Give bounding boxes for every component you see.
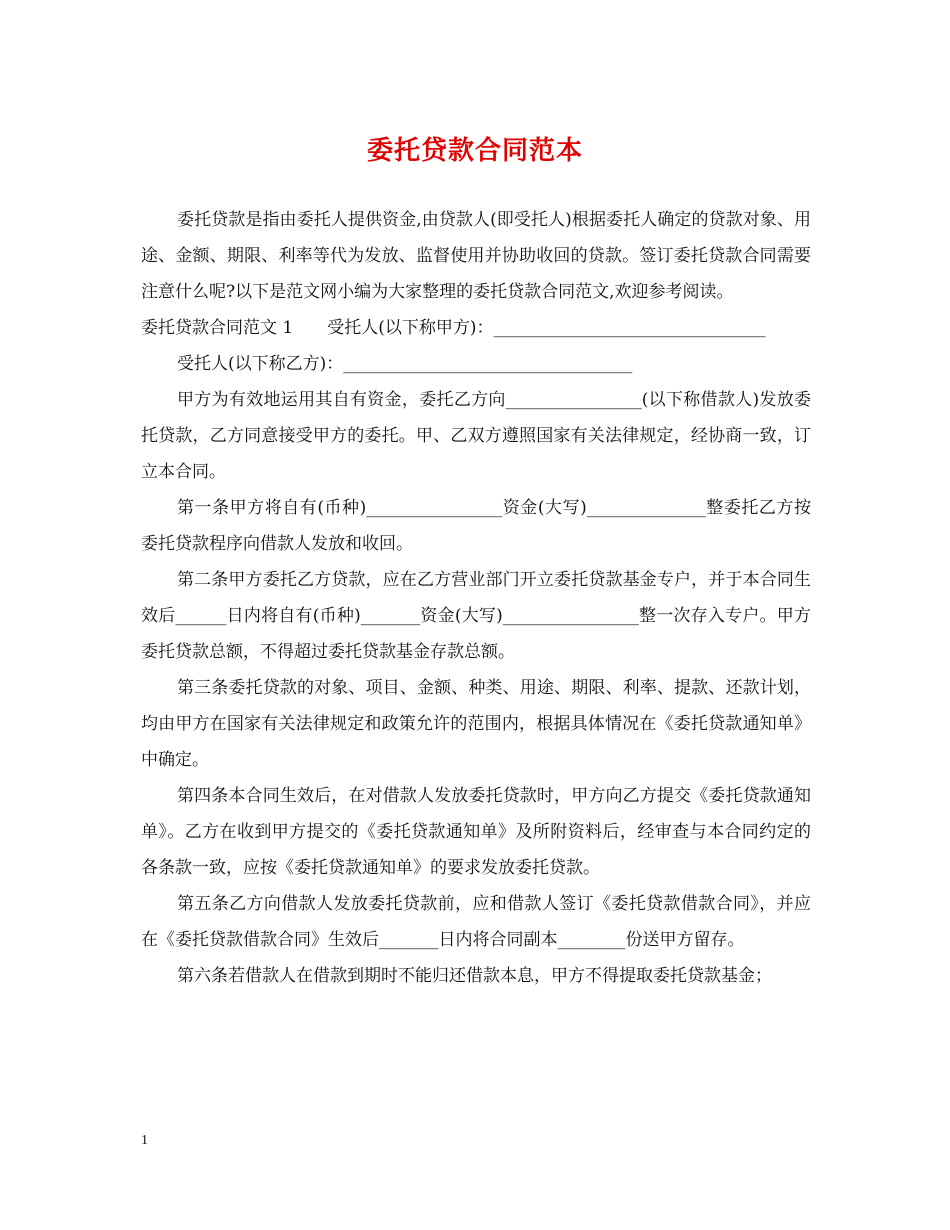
intro-paragraph: 委托贷款是指由委托人提供资金,由贷款人(即受托人)根据委托人确定的贷款对象、用途、金额、期限、利率等代为发放、监督使用并协助收回的贷款。签订委托贷款合同需要注意什么呢?以下是范文网小编为大家整理的委托贷款合同范文,欢迎参考阅读。 xyxy=(141,210,811,302)
document-title: 委托贷款合同范本 xyxy=(366,136,583,166)
article-6-paragraph: 第六条若借款人在借款到期时不能归还借款本息，甲方不得提取委托贷款基金； xyxy=(177,966,772,986)
article-2-paragraph: 第二条甲方委托乙方贷款，应在乙方营业部门开立委托贷款基金专户，并于本合同生效后______日内将自有(币种)_______资金(大写)________________整一次存入专户。甲方委托贷款总额，不得超过委托贷款基金存款总额。 xyxy=(141,570,811,662)
document-body xyxy=(141,202,811,994)
page-number: 1 xyxy=(141,1133,148,1148)
contract-heading-line: 委托贷款合同范文 1 受托人(以下称甲方)：________________________________ xyxy=(141,318,766,338)
article-1-paragraph: 第一条甲方将自有(币种)________________资金(大写)______________整委托乙方按委托贷款程序向借款人发放和收回。 xyxy=(141,498,811,554)
article-3-paragraph: 第三条委托贷款的对象、项目、金额、种类、用途、期限、利率、提款、还款计划，均由甲方在国家有关法律规定和政策允许的范围内，根据具体情况在《委托贷款通知单》中确定。 xyxy=(141,678,811,770)
article-5-paragraph: 第五条乙方向借款人发放委托贷款前，应和借款人签订《委托贷款借款合同》，并应在《委托贷款借款合同》生效后_______日内将合同副本________份送甲方留存。 xyxy=(141,894,811,950)
article-4-paragraph: 第四条本合同生效后，在对借款人发放委托贷款时，甲方向乙方提交《委托贷款通知单》。乙方在收到甲方提交的《委托贷款通知单》及所附资料后，经审查与本合同约定的各条款一致，应按《委托贷款通知单》的要求发放委托贷款。 xyxy=(141,786,811,878)
preamble-paragraph: 甲方为有效地运用其自有资金，委托乙方向________________(以下称借款人)发放委托贷款，乙方同意接受甲方的委托。甲、乙双方遵照国家有关法律规定，经协商一致，订立本合同。 xyxy=(141,390,811,482)
party-b-line: 受托人(以下称乙方)：__________________________________ xyxy=(177,354,633,374)
